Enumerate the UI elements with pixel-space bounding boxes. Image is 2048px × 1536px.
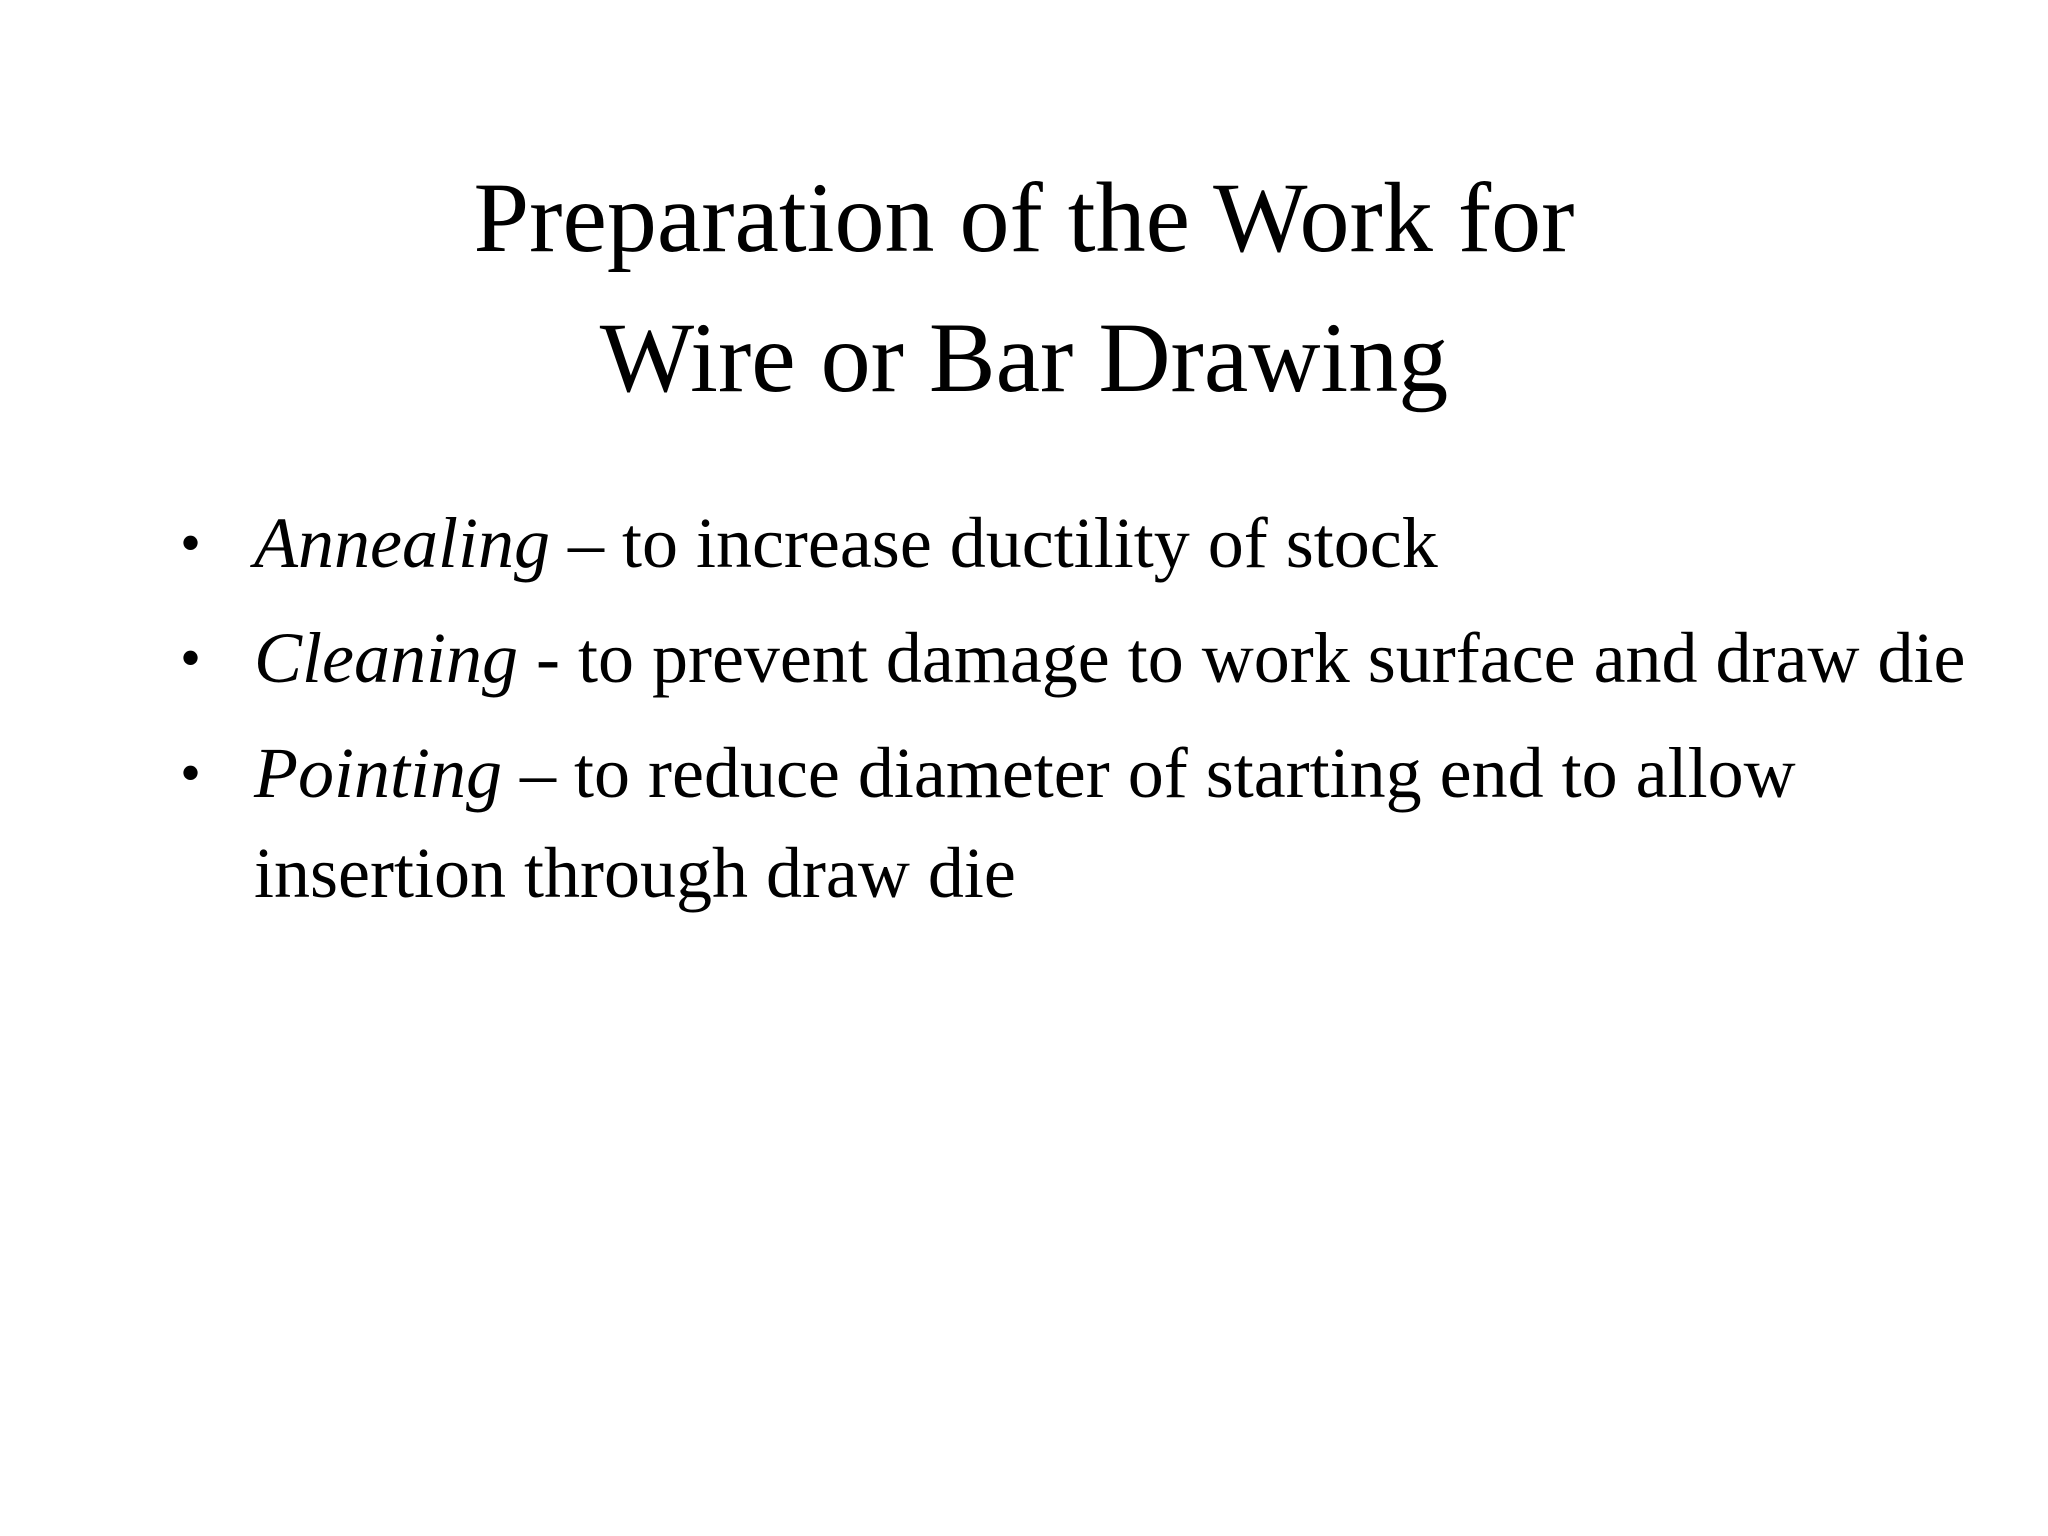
bullet-item-pointing bbox=[0, 723, 2048, 923]
bullet-term: Cleaning bbox=[254, 618, 518, 698]
bullet-text: - to prevent damage to work surface and draw die bbox=[518, 618, 1966, 698]
bullet-dot-icon: • bbox=[180, 510, 202, 576]
bullet-dot-icon: • bbox=[180, 740, 202, 806]
bullet-text: – to increase ductility of stock bbox=[549, 503, 1438, 583]
bullet-list bbox=[0, 493, 2048, 938]
bullet-text: – to reduce diameter of starting end to allow insertion through draw die bbox=[254, 733, 1796, 913]
bullet-item-annealing bbox=[0, 493, 2048, 593]
bullet-dot-icon: • bbox=[180, 625, 202, 691]
bullet-term: Pointing bbox=[254, 733, 502, 813]
slide-title bbox=[0, 148, 2048, 428]
title-line-2: Wire or Bar Drawing bbox=[599, 302, 1449, 413]
bullet-item-cleaning bbox=[0, 608, 2048, 708]
title-line-1: Preparation of the Work for bbox=[473, 162, 1575, 273]
bullet-term: Annealing bbox=[254, 503, 550, 583]
